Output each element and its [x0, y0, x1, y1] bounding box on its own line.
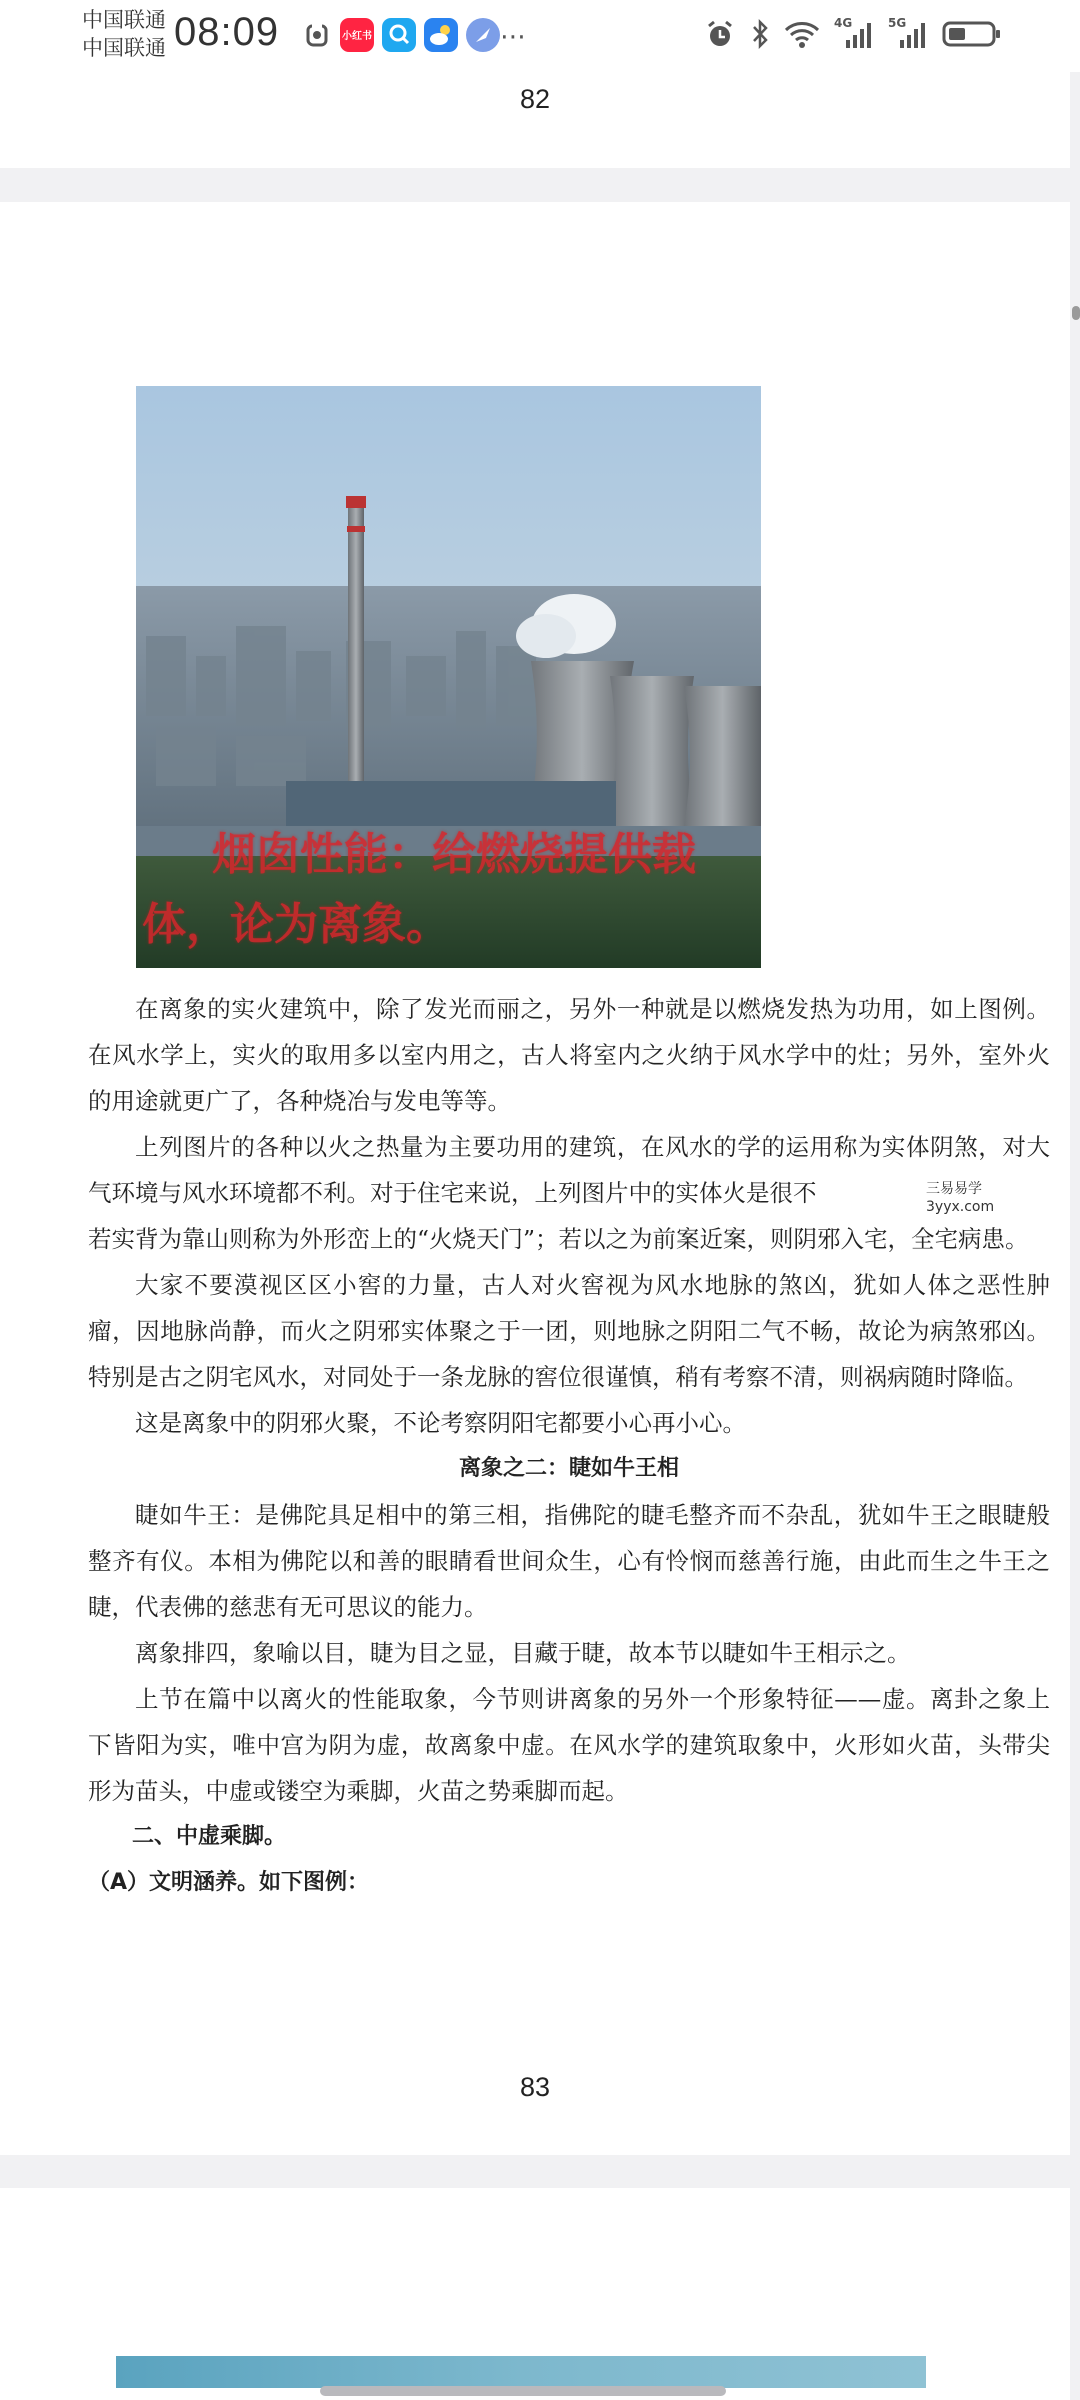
- battery-icon: [942, 18, 1002, 50]
- subheading: （A）文明涵养。如下图例：: [88, 1870, 370, 1895]
- watermark-line-1: 三易易学: [926, 1181, 982, 1197]
- wifi-icon: [784, 18, 820, 50]
- status-bar: [0, 0, 1080, 72]
- xiaohongshu-icon: [340, 18, 374, 52]
- watermark-line-2: 3yyx.com: [926, 1199, 995, 1215]
- carrier-2: 中国联通: [82, 36, 166, 60]
- search-app-icon: [382, 18, 416, 52]
- bluetooth-icon: [750, 18, 770, 50]
- scroll-rail[interactable]: [1070, 72, 1080, 2400]
- more-dots-icon: ⋯: [500, 22, 526, 52]
- article-body: [88, 986, 1050, 1906]
- page-number: 83: [519, 2072, 551, 2102]
- tiktok-icon: [300, 18, 334, 52]
- signal-5g-icon: [888, 18, 928, 50]
- page-number: 82: [519, 84, 551, 114]
- paragraph: 睫如牛王：是佛陀具足相中的第三相，指佛陀的睫毛整齐而不杂乱，犹如牛王之眼睫般整齐有仪。本相为佛陀以和善的眼睛看世间众生，心有怜悯而慈善行施，由此而生之牛王之睫，代表佛的慈悲有无可思议的能力。: [88, 1501, 1050, 1621]
- watermark: [920, 1178, 1000, 1218]
- carrier-labels: [82, 6, 166, 62]
- carrier-1: 中国联通: [82, 8, 166, 32]
- page-82-bottom: [0, 72, 1070, 168]
- status-clock: 08:09: [174, 10, 280, 54]
- network-5g-label: 5G: [888, 16, 907, 30]
- scroll-thumb[interactable]: [1072, 306, 1080, 320]
- weather-icon: [424, 18, 458, 52]
- network-4g-label: 4G: [834, 16, 853, 30]
- compass-app-icon: [466, 18, 500, 52]
- subheading: 二、中虚乘脚。: [132, 1824, 287, 1849]
- overlay-caption-line-1: 烟囱性能：给燃烧提供载: [212, 829, 696, 880]
- paragraph-continued: 若实背为靠山则称为外形峦上的“火烧天门”；若以之为前案近案，则阴邪入宅，全宅病患。: [88, 1225, 1029, 1253]
- overlay-caption-line-2: 体，论为离象。: [142, 899, 450, 950]
- signal-4g-icon: [834, 18, 874, 50]
- section-heading: 离象之二：睫如牛王相: [458, 1456, 679, 1481]
- power-plant-photo: [136, 386, 761, 968]
- home-indicator[interactable]: [320, 2386, 726, 2396]
- paragraph: 上列图片的各种以火之热量为主要功用的建筑，在风水的学的运用称为实体阴煞，对大气环境与风水环境都不利。对于住宅来说，上列图片中的实体火是很不: [88, 1133, 1050, 1207]
- paragraph: 大家不要漠视区区小窖的力量，古人对火窖视为风水地脉的煞凶，犹如人体之恶性肿瘤，因地脉尚静，而火之阴邪实体聚之于一团，则地脉之阴阳二气不畅，故论为病煞邪凶。特别是古之阴宅风水，对同处于一条龙脉的窖位很谨慎，稍有考察不清，则祸病随时降临。: [88, 1271, 1050, 1391]
- xiaohongshu-label: 小红书: [342, 31, 372, 42]
- paragraph: 在离象的实火建筑中，除了发光而丽之，另外一种就是以燃烧发热为功用，如上图例。在风水学上，实火的取用多以室内用之，古人将室内之火纳于风水学中的灶；另外，室外火的用途就更广了，各种烧冶与发电等等。: [88, 995, 1050, 1115]
- system-icons: [704, 18, 1002, 50]
- next-page-image-edge: [116, 2356, 926, 2388]
- paragraph: 离象排四，象喻以目，睫为目之显，目藏于睫，故本节以睫如牛王相示之。: [135, 1639, 911, 1667]
- paragraph: 这是离象中的阴邪火聚，不论考察阴阳宅都要小心再小心。: [135, 1409, 746, 1437]
- paragraph: 上节在篇中以离火的性能取象，今节则讲离象的另外一个形象特征——虚。离卦之象上下皆阳为实，唯中宫为阴为虚，故离象中虚。在风水学的建筑取象中，火形如火苗，头带尖形为苗头，中虚或镂空为乘脚，火苗之势乘脚而起。: [88, 1685, 1050, 1805]
- alarm-icon: [704, 18, 736, 50]
